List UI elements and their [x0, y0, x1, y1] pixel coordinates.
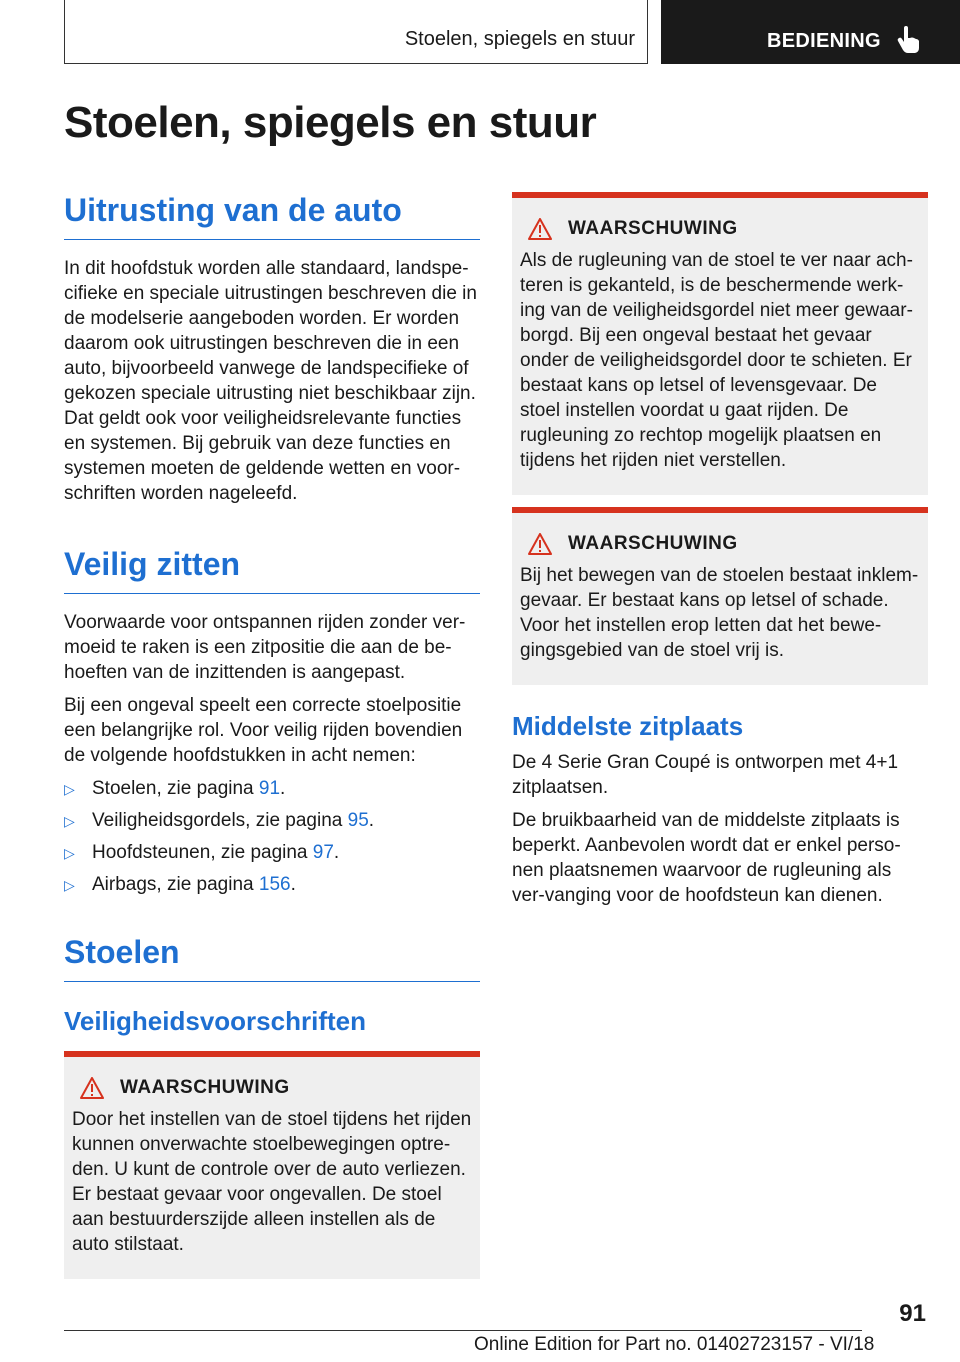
section-heading-veilig-zitten: Veilig zitten	[64, 546, 480, 594]
warning-triangle-icon	[80, 1077, 104, 1099]
page-link[interactable]: 156	[258, 874, 291, 895]
bullet-list	[64, 776, 480, 898]
footer-edition: Online Edition for Part no. 01402723157 - VI/18	[474, 1334, 875, 1355]
bullet-triangle-icon: ▷	[64, 813, 75, 829]
warning-title: WAARSCHUWING	[568, 218, 738, 239]
paragraph: Voorwaarde voor ontspannen rijden zonder ver-moeid te raken is een zitpositie die aan de be-hoeften van de inzittenden is aangepast.	[64, 612, 466, 683]
warning-text: Bij het bewegen van de stoelen bestaat inklem-gevaar. Er bestaat kans op letsel of schade. Voor het instellen erop letten dat het bewe-gingsgebied van de stoel vrij is.	[520, 565, 919, 661]
subheading-veiligheidsvoorschriften: Veiligheidsvoorschriften	[64, 1006, 366, 1036]
warning-box	[64, 1051, 480, 1279]
page-link[interactable]: 95	[347, 810, 369, 831]
list-item-text: Stoelen, zie pagina 91.	[92, 778, 286, 799]
list-item-text: Veiligheidsgordels, zie pagina 95.	[92, 810, 375, 831]
section-heading-uitrusting: Uitrusting van de auto	[64, 192, 480, 240]
hand-pointer-icon	[897, 26, 923, 54]
running-header-title: Stoelen, spiegels en stuur	[404, 28, 635, 50]
bullet-triangle-icon: ▷	[64, 781, 75, 797]
warning-header	[520, 218, 920, 240]
chapter-tab	[661, 0, 960, 64]
page-link[interactable]: 97	[312, 842, 334, 863]
paragraph: De bruikbaarheid van de middelste zitplaats is beperkt. Aanbevolen wordt dat er enkel perso-nen plaatsnemen waarvoor de rugleuning als ver-vanging voor de hoofdsteun kan dienen.	[512, 810, 901, 906]
list-item-text: Hoofdsteunen, zie pagina 97.	[92, 842, 340, 863]
page-title: Stoelen, spiegels en stuur	[64, 98, 597, 147]
warning-triangle-icon	[528, 533, 552, 555]
list-item-text: Airbags, zie pagina 156.	[92, 874, 296, 895]
subheading-middelste-zitplaats: Middelste zitplaats	[512, 711, 744, 741]
paragraph: De 4 Serie Gran Coupé is ontworpen met 4+1 zitplaatsen.	[512, 752, 899, 798]
warning-triangle-icon	[528, 218, 552, 240]
warning-header	[520, 533, 920, 555]
warning-text: Door het instellen van de stoel tijdens het rijden kunnen onverwachte stoelbewegingen optre-den. U kunt de controle over de auto verliezen. Er bestaat gevaar voor ongevallen. De stoel aan bestuurderszijde alleen instellen als de auto stilstaat.	[72, 1109, 472, 1255]
warning-title: WAARSCHUWING	[120, 1077, 290, 1098]
intro-paragraph: In dit hoofdstuk worden alle standaard, landspe-cifieke en speciale uitrustingen beschreven die in de modelserie aangeboden worden. Er worden daarom ook uitrustingen beschreven die in een auto, bijvoorbeeld vanwege de landspecifieke of gekozen speciale uitrusting niet beschikbaar zijn. Dat geldt ook voor veiligheidsrelevante functies en systemen. Bij gebruik van deze functies en systemen moeten de geldende wetten en voor-schriften worden nageleefd.	[64, 258, 477, 504]
right-column	[512, 192, 928, 908]
bullet-triangle-icon: ▷	[64, 877, 75, 893]
list-item	[64, 840, 480, 866]
paragraph: Bij een ongeval speelt een correcte stoelpositie een belangrijke rol. Voor veilig rijden bovendien de volgende hoofdstukken in acht nemen:	[64, 695, 463, 766]
list-item	[64, 872, 480, 898]
warning-box	[512, 192, 928, 495]
footer-divider	[64, 1330, 862, 1331]
section-heading-stoelen: Stoelen	[64, 934, 480, 982]
list-item	[64, 776, 480, 802]
page-link[interactable]: 91	[258, 778, 281, 799]
warning-box	[512, 507, 928, 685]
warning-title: WAARSCHUWING	[568, 533, 738, 554]
warning-text: Als de rugleuning van de stoel te ver naar ach-teren is gekanteld, is de beschermende werk-ing van de veiligheidsgordel niet meer gewaar-borgd. Bij een ongeval bestaat het gevaar onder de veiligheidsgordel door te schieten. Er bestaat kans op letsel of levensgevaar. De stoel instellen voordat u gaat rijden. De rugleuning zo rechtop mogelijk plaatsen en tijdens het rijden niet verstellen.	[520, 250, 913, 471]
list-item	[64, 808, 480, 834]
chapter-tab-label: BEDIENING	[767, 30, 881, 52]
bullet-triangle-icon: ▷	[64, 845, 75, 861]
warning-header	[72, 1077, 472, 1099]
running-header	[64, 0, 648, 64]
page-number: 91	[899, 1300, 926, 1327]
left-column	[64, 192, 480, 1279]
